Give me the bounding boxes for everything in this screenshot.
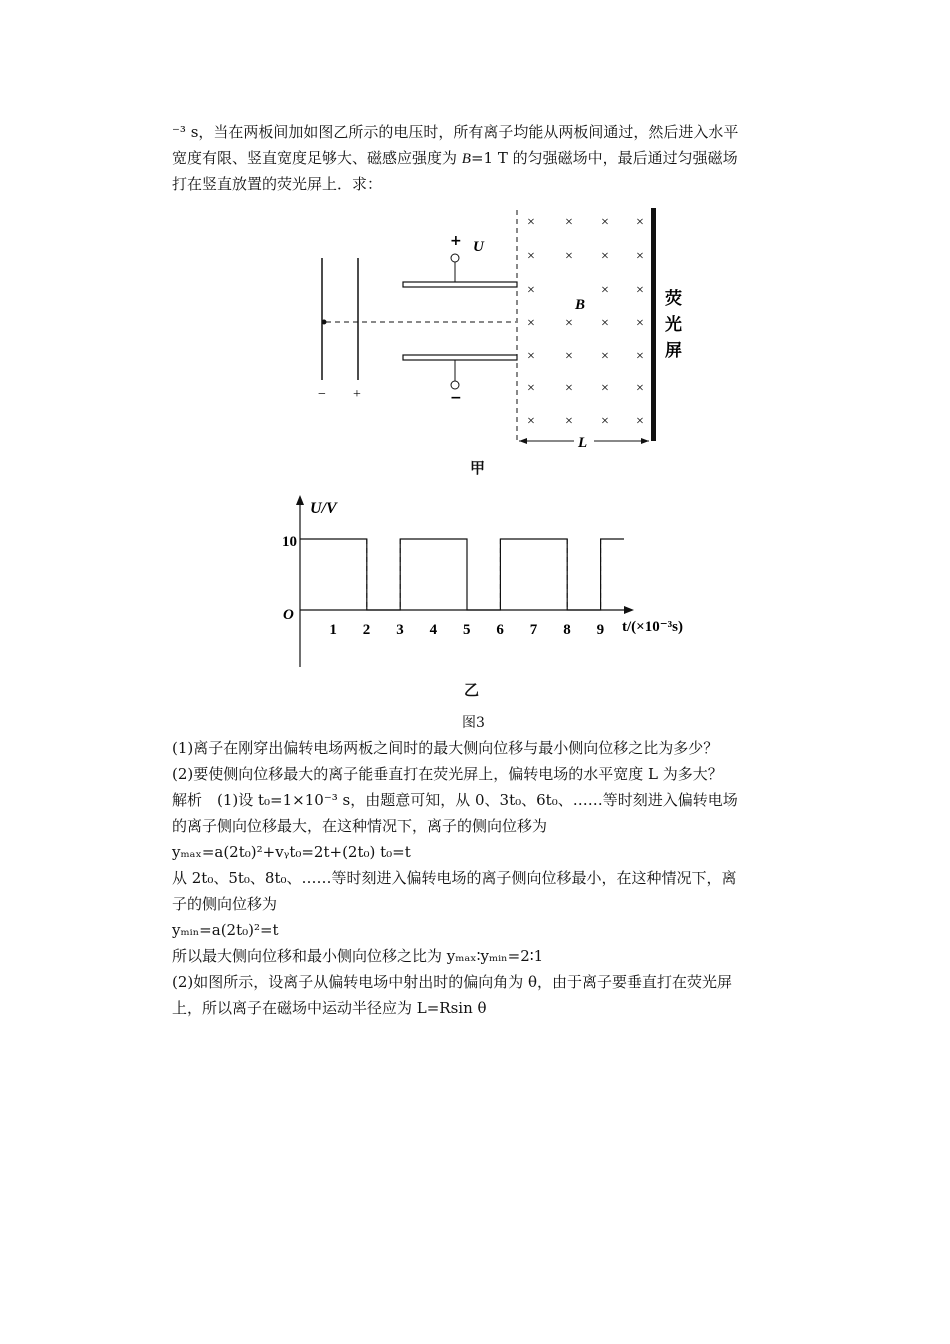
accel-plus-label: + [353, 387, 361, 402]
intro-line-2-c: =1 T 的匀强磁场中，最后通过匀强磁场 [470, 149, 738, 167]
x-tick-label: 8 [563, 622, 571, 638]
fluorescent-screen [651, 208, 656, 441]
terminal-bottom [451, 381, 459, 389]
field-cross-mark: × [527, 381, 535, 396]
solution-line-3: yₘₐₓ=a(2t₀)²+vᵧt₀=2t+(2t₀) t₀=t [172, 843, 411, 861]
figure-yi-chart [0, 490, 950, 690]
deflect-plate-bottom [403, 355, 517, 360]
field-cross-mark: × [527, 316, 535, 331]
solution-line-5: 子的侧向位移为 [172, 895, 278, 913]
x-tick-label: 6 [496, 622, 504, 638]
field-cross-mark: × [601, 414, 609, 429]
x-tick-labels [329, 622, 604, 638]
field-cross-mark: × [527, 349, 535, 364]
solution-line-7: 所以最大侧向位移和最小侧向位移之比为 yₘₐₓ∶yₘᵢₙ=2∶1 [172, 947, 544, 965]
question-1: (1)离子在刚穿出偏转电场两板之间时的最大侧向位移与最小侧向位移之比为多少？ [172, 739, 719, 757]
x-axis-arrow [624, 606, 634, 614]
solution-line-4: 从 2t₀、5t₀、8t₀、……等时刻进入偏转电场的离子侧向位移最小，在这种情况下，离 [172, 869, 737, 887]
width-arrow-right-head [641, 438, 649, 444]
x-tick-label: 1 [329, 622, 337, 638]
field-cross-mark: × [601, 215, 609, 230]
y-axis-arrow [296, 495, 304, 505]
x-axis-label: t/(×10⁻³s) [622, 619, 683, 635]
field-cross-mark: × [636, 283, 644, 298]
field-cross-mark: × [565, 414, 573, 429]
terminal-minus-label: − [450, 390, 462, 406]
y-tick-label-10: 10 [282, 534, 297, 550]
intro-b-symbol: B [461, 151, 471, 167]
x-tick-label: 4 [429, 622, 438, 638]
x-tick-label: 3 [396, 622, 404, 638]
solution-line-2: 的离子侧向位移最大，在这种情况下，离子的侧向位移为 [172, 817, 548, 835]
field-cross-mark: × [636, 249, 644, 264]
screen-label-3: 屏 [665, 341, 682, 361]
accel-minus-label: − [318, 387, 326, 402]
width-l-label: L [578, 435, 588, 451]
solution-line-9: 上，所以离子在磁场中运动半径应为 L=Rsin θ [172, 999, 487, 1017]
x-tick-label: 5 [463, 622, 471, 638]
magnetic-field-crosses [527, 215, 644, 429]
field-cross-mark: × [527, 414, 535, 429]
question-2: (2)要使侧向位移最大的离子能垂直打在荧光屏上，偏转电场的水平宽度 L 为多大？ [172, 765, 723, 783]
intro-line-1: ⁻³ s，当在两板间加如图乙所示的电压时，所有离子均能从两板间通过，然后进入水平 [172, 123, 739, 141]
field-cross-mark: × [601, 381, 609, 396]
field-cross-mark: × [601, 249, 609, 264]
field-cross-mark: × [527, 283, 535, 298]
screen-label-1: 荧 [665, 289, 682, 309]
ion-source-dot [322, 320, 327, 325]
field-cross-mark: × [636, 215, 644, 230]
figure-yi-caption: 乙 [464, 681, 480, 699]
figure-caption: 图3 [462, 715, 485, 731]
screen-label-2: 光 [665, 315, 682, 335]
field-cross-mark: × [636, 316, 644, 331]
field-cross-mark: × [565, 381, 573, 396]
field-cross-mark: × [601, 283, 609, 298]
field-cross-mark: × [565, 249, 573, 264]
field-cross-mark: × [527, 215, 535, 230]
solution-line-8: (2)如图所示，设离子从偏转电场中射出时的偏向角为 θ，由于离子要垂直打在荧光屏 [172, 973, 733, 991]
voltage-u-label: U [473, 239, 484, 255]
field-cross-mark: × [636, 414, 644, 429]
terminal-plus-label: + [450, 233, 462, 249]
field-b-label: B [575, 297, 586, 313]
width-arrow-left-head [519, 438, 527, 444]
x-tick-label: 7 [529, 622, 538, 638]
drop-lines [367, 539, 601, 610]
field-cross-mark: × [601, 316, 609, 331]
field-cross-mark: × [601, 349, 609, 364]
terminal-top [451, 254, 459, 262]
field-cross-mark: × [636, 381, 644, 396]
x-tick-label: 9 [596, 622, 605, 638]
solution-line-1: 解析 (1)设 t₀=1×10⁻³ s，由题意可知，从 0、3t₀、6t₀、……等时刻进入偏转电场 [172, 791, 738, 809]
intro-line-2-a: 宽度有限、竖直宽度足够大、磁感应强度为 [172, 149, 462, 167]
origin-label: O [283, 607, 294, 623]
y-axis-label: U/V [310, 500, 337, 517]
figure-jia [0, 0, 950, 500]
figure-jia-caption: 甲 [470, 459, 486, 477]
field-cross-mark: × [565, 215, 573, 230]
field-cross-mark: × [565, 349, 573, 364]
field-cross-mark: × [527, 249, 535, 264]
voltage-series-line [300, 539, 624, 610]
deflect-plate-top [403, 282, 517, 287]
solution-line-6: yₘᵢₙ=a(2t₀)²=t [172, 921, 279, 939]
x-tick-label: 2 [362, 622, 371, 638]
field-cross-mark: × [636, 349, 644, 364]
field-cross-mark: × [565, 316, 573, 331]
intro-line-3: 打在竖直放置的荧光屏上．求： [172, 175, 383, 193]
